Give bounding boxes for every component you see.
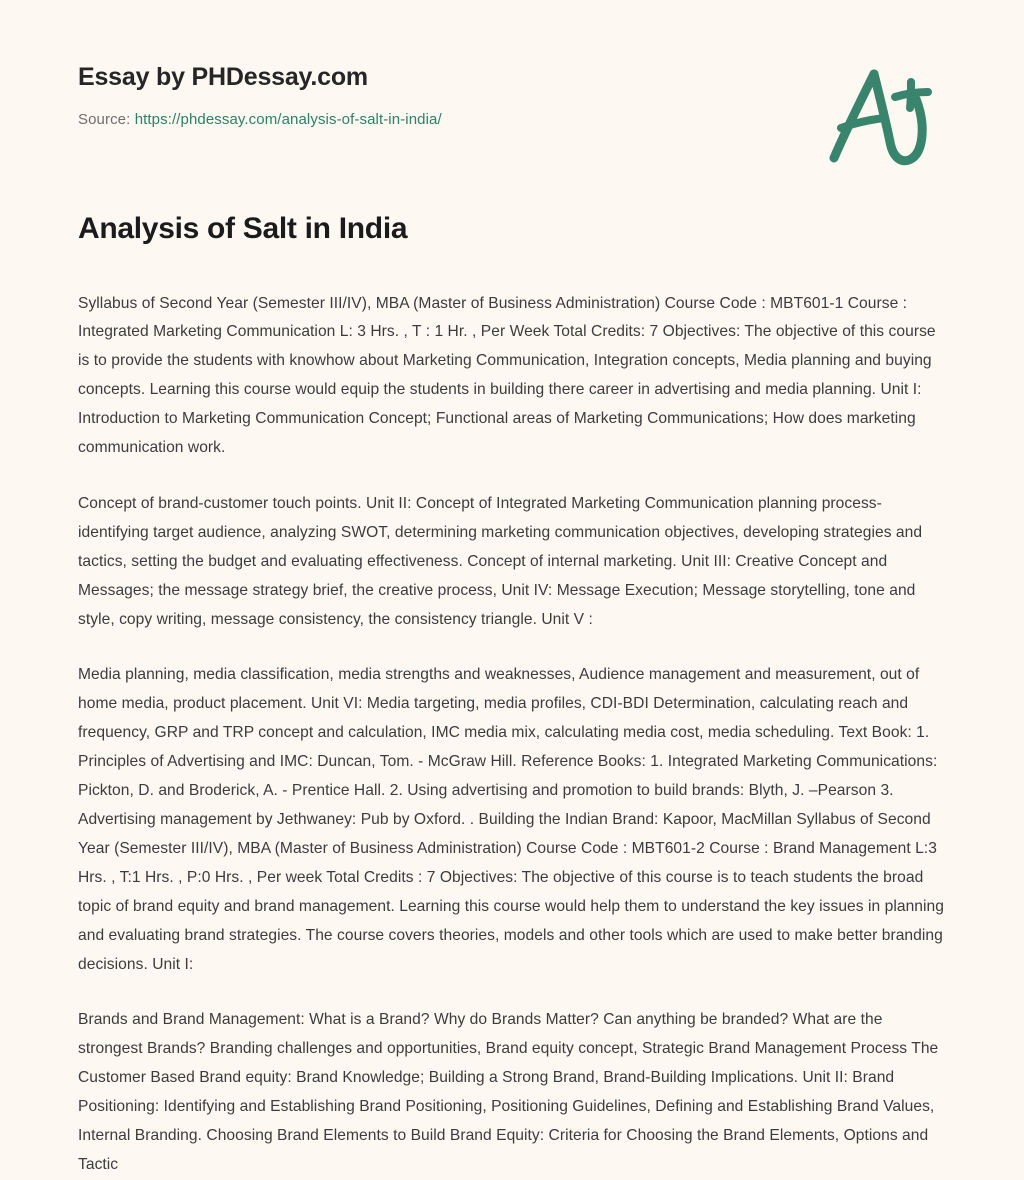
page-title: Analysis of Salt in India: [78, 212, 408, 245]
page-header: [78, 0, 946, 128]
source-label: Source:: [78, 111, 131, 128]
essay-paragraph: Syllabus of Second Year (Semester III/IV), MBA (Master of Business Administration) Course Code : MBT601-1 Course : Integrated Marketing Communication L: 3 Hrs. , T : 1 Hr. , Per Week Total Credits: 7 Objectives: The objective of this course is to provide the students with knowhow about Marketing Communication, Integration concepts, Media planning and buying concepts. Learning this course would equip the students in building there career in advertising and media planning. Unit I: Introduction to Marketing Communication Concept; Functional areas of Marketing Communications; How does marketing communication work.: [78, 294, 936, 457]
source-url-link[interactable]: https://phdessay.com/analysis-of-salt-in-india/: [134, 111, 442, 128]
brand-title: Essay by PHDessay.com: [78, 63, 368, 91]
essay-paragraph: Media planning, media classification, media strengths and weaknesses, Audience management and measurement, out of home media, product placement. Unit VI: Media targeting, media profiles, CDI-BDI Determination, calculating reach and frequency, GRP and TRP concept and calculation, IMC media mix, calculating media cost, media scheduling. Text Book: 1. Principles of Advertising and IMC: Duncan, Tom. - McGraw Hill. Reference Books: 1. Integrated Marketing Communications: Pickton, D. and Broderick, A. - Prentice Hall. 2. Using advertising and promotion to build brands: Blyth, J. –Pearson 3. Advertising management by Jethwaney: Pub by Oxford. . Building the Indian Brand: Kapoor, MacMillan Syllabus of Second Year (Semester III/IV), MBA (Master of Business Administration) Course Code : MBT601-2 Course : Brand Management L:3 Hrs. , T:1 Hrs. , P:0 Hrs. , Per week Total Credits : 7 Objectives: The objective of this course is to teach students the broad topic of brand equity and brand management. Learning this course would help them to understand the key issues in planning and evaluating brand strategies. The course covers theories, models and other tools which are used to make better branding decisions. Unit I:: [78, 666, 944, 973]
essay-body: [78, 248, 946, 1180]
essay-paragraph: Concept of brand-customer touch points. Unit II: Concept of Integrated Marketing Communication planning process-identifying target audience, analyzing SWOT, determining marketing communication objectives, developing strategies and tactics, setting the budget and evaluating effectiveness. Concept of internal marketing. Unit III: Creative Concept and Messages; the message strategy brief, the creative process, Unit IV: Message Execution; Message storytelling, tone and style, copy writing, message consistency, the consistency triangle. Unit V :: [78, 494, 923, 628]
a-plus-logo[interactable]: [816, 60, 946, 172]
a-plus-logo-icon: [816, 60, 946, 172]
essay-paragraph: Brands and Brand Management: What is a Brand? Why do Brands Matter? Can anything be branded? What are the strongest Brands? Branding challenges and opportunities, Brand equity concept, Strategic Brand Management Process The Customer Based Brand equity: Brand Knowledge; Building a Strong Brand, Brand-Building Implications. Unit II: Brand Positioning: Identifying and Establishing Brand Positioning, Positioning Guidelines, Defining and Establishing Brand Values, Internal Branding. Choosing Brand Elements to Build Brand Equity: Criteria for Choosing the Brand Elements, Options and Tactic: [78, 1011, 939, 1173]
